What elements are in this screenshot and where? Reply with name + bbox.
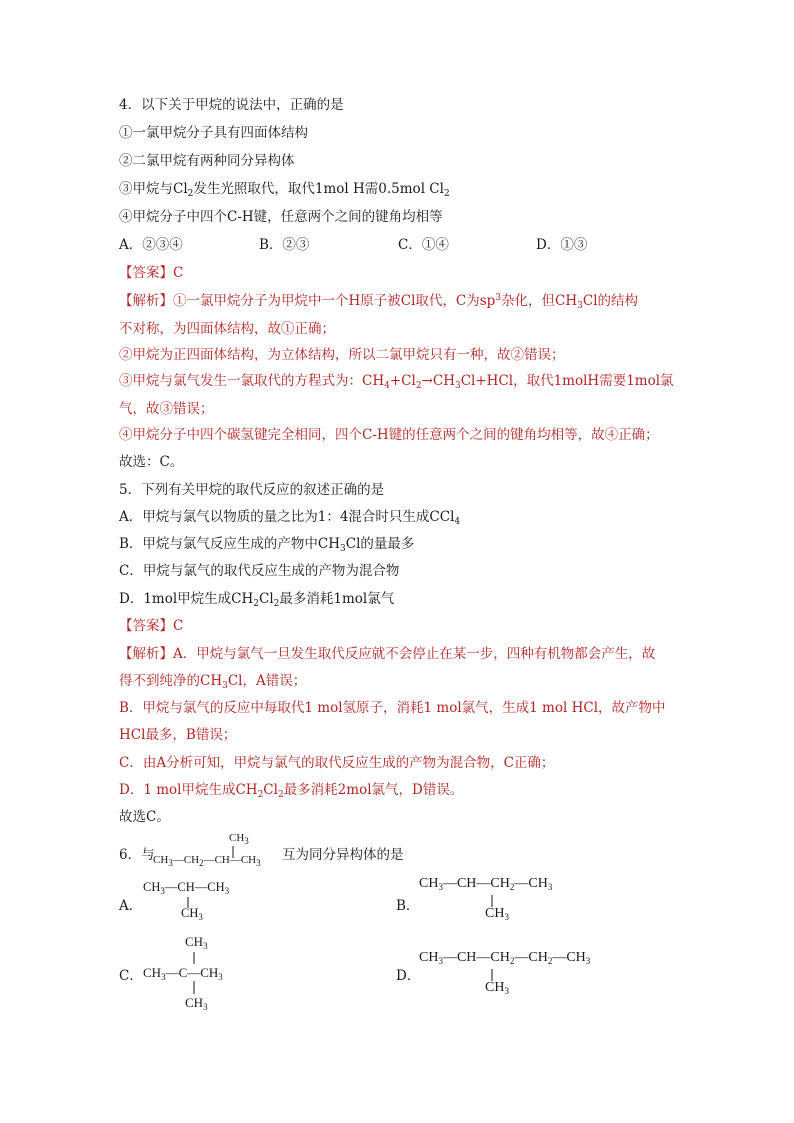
q4-explanation-4: ③甲烷与氯气发生一氯取代的方程式为：$CH_4+Cl_2\to CH_3Cl+HCl$，取代1molH需要1mol氯 [119,373,674,391]
q4-option-b: B．②③ [259,237,310,253]
q5-option-a: A．甲烷与氯气以物质的量之比为1：4混合时只生成CCl$_4$ [119,509,461,527]
q5-stem: 5．下列有关甲烷的取代反应的叙述正确的是 [119,482,385,498]
q4-explanation-5: 气，故③错误； [119,401,214,417]
q5-explanation-1: 【解析】A．甲烷与氯气一旦发生取代反应就不会停止在某一步，四种有机物都会产生，故 [119,646,656,662]
q6-stem-suffix: 互为同分异构体的是 [282,847,404,863]
q6-option-a-label: A． [119,898,143,914]
q5-option-d: D．1mol甲烷生成$CH_2Cl_2$最多消耗1mol氯气 [119,591,395,609]
q4-conclusion: 故选：C。 [119,454,184,470]
q4-option-a: A．②③④ [119,237,183,253]
q5-explanation-6: D．1 mol甲烷生成$CH_2Cl_2$最多消耗2mol氯气，D错误。 [119,782,464,800]
q5-explanation-3: B．甲烷与氯气的反应中每取代1 mol氢原子，消耗1 mol氯气，生成1 mol HCl，故产物中 [119,700,666,716]
q5-option-b: B．甲烷与氯气反应生成的产物中$CH_3Cl$的量最多 [119,536,415,554]
q4-statement-4: ④甲烷分子中四个C-H键，任意两个之间的键角均相等 [119,209,443,225]
q6-option-c-label: C． [119,968,143,984]
q4-explanation-6: ④甲烷分子中四个碳氢键完全相同，四个C-H键的任意两个之间的键角均相等，故④正确； [119,427,659,443]
q6-option-c-structure: $CH_3$ $CH_3—C—CH_3$ $CH_3$ [143,934,223,1012]
q6-option-b-structure: $CH_3—CH—CH_2—CH_3$ $CH_3$ [419,876,553,922]
q6-option-a-structure: $CH_3—CH—CH_3$ $CH_3$ [143,880,230,922]
q4-option-c: C．①④ [398,237,449,253]
q4-statement-3: ③甲烷与$Cl_2$发生光照取代，取代1mol H需0.5mol $Cl_2$ [119,181,450,199]
q6-option-d-structure: $CH_3—CH—CH_2—CH_2—CH_3$ $CH_3$ [419,950,591,996]
q5-conclusion: 故选C。 [119,809,170,825]
q6-option-d-label: D． [396,968,421,984]
q4-answer: 【答案】C [119,265,184,281]
q4-option-d: D．①③ [536,237,588,253]
q5-explanation-4: HCl最多，B错误； [119,727,237,743]
q4-statement-1: ①一氯甲烷分子具有四面体结构 [119,125,308,141]
q5-explanation-2: 得不到纯净的$CH_3Cl$，A错误； [119,673,307,691]
q5-explanation-5: C．由A分析可知，甲烷与氯气的取代反应生成的产物为混合物，C正确； [119,755,555,771]
q5-answer: 【答案】C [119,618,184,634]
q4-statement-2: ②二氯甲烷有两种同分异构体 [119,153,295,169]
q6-option-b-label: B． [396,898,420,914]
q5-option-c: C．甲烷与氯气的取代反应生成的产物为混合物 [119,563,400,579]
q4-stem: 4．以下关于甲烷的说法中，正确的是 [119,97,344,113]
q6-stem-prefix: 6．与 [119,847,155,863]
q6-reference-structure: $CH_3$ $CH_3—CH_2—CH—CH_3$ [153,832,261,868]
q4-explanation-2: 不对称，为四面体结构，故①正确； [119,321,335,337]
q4-explanation-3: ②甲烷为正四面体结构，为立体结构，所以二氯甲烷只有一种，故②错误； [119,347,565,363]
q4-explanation-1: 【解析】①一氯甲烷分子为甲烷中一个H原子被Cl取代，C为$sp^3$杂化，但$CH_3Cl$的结构 [119,293,639,311]
